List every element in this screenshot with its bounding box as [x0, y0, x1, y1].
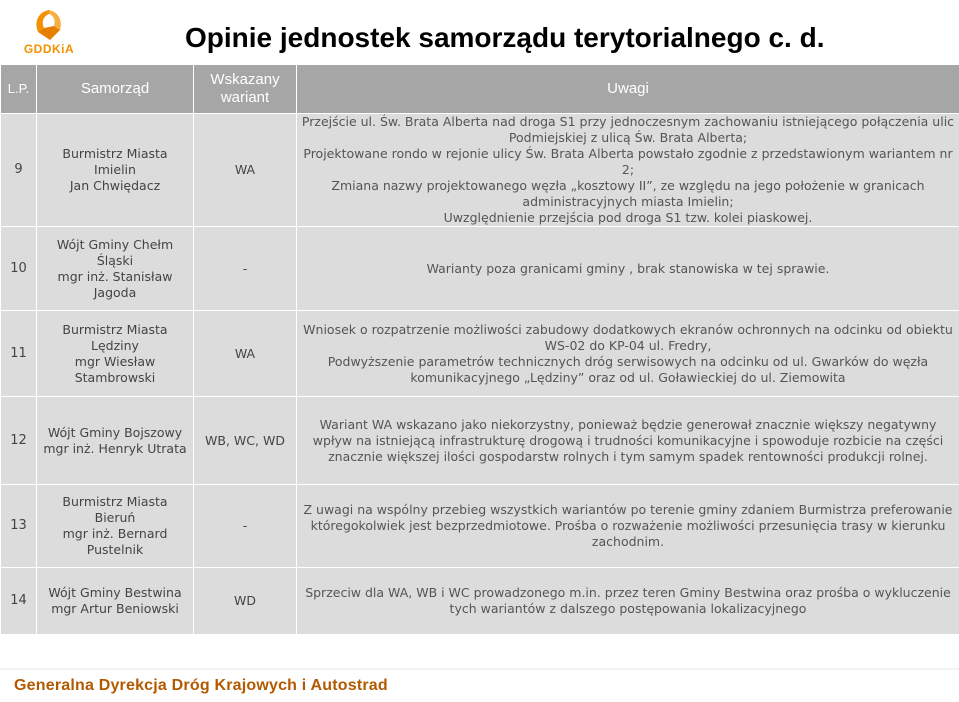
uwagi-line: Podwyższenie parametrów technicznych dróg serwisowych na odcinku od ul. Gwarków do węzła komunikacyjnego „Lędziny” oraz od ul. Goławieckiej do ul. Ziemowita [327, 353, 929, 385]
row-uwagi [297, 485, 959, 568]
row-uwagi [297, 114, 959, 227]
row-wariant: - [194, 485, 297, 568]
samorzad-line: Wójt Gminy Bestwina [48, 585, 182, 600]
uwagi-line: Wariant WA wskazano jako niekorzystny, ponieważ będzie generował znacznie większy negatywny wpływ na istniejącą infrastrukturę drogową i trudności komunikacyjne i spowoduje rozbicie na części znacznie większej ilości gospodarstw rolnych i tym samym spadek rentowności produkcji rolnej. [312, 416, 944, 464]
header-lp: L.P. [1, 65, 37, 114]
row-lp: 9 [1, 114, 37, 227]
uwagi-line: Z uwagi na wspólny przebieg wszystkich wariantów po terenie gminy zdaniem Burmistrza preferowanie któregokolwiek jest bezprzedmiotowe. Prośba o rozważenie możliwości przesunięcia trasy w kierunku zachodnim. [303, 502, 953, 549]
samorzad-line: Wójt Gminy Bojszowy [47, 424, 183, 440]
samorzad-line: Burmistrz Miasta [62, 494, 168, 509]
uwagi-line: Projektowane rondo w rejonie ulicy Św. Brata Alberta powstało zgodnie z przedstawionym wariantem nr 2; [303, 146, 953, 177]
uwagi-line: Sprzeciw dla WA, WB i WC prowadzonego m.in. przez teren Gminy Bestwina oraz prośba o wykluczenie tych wariantów z dalszego postępowania lokalizacyjnego [305, 585, 951, 616]
table-row [1, 485, 959, 568]
samorzad-line: mgr inż. Bernard [62, 526, 168, 541]
row-wariant: WA [194, 311, 297, 397]
samorzad-line: Burmistrz Miasta Lędziny [62, 321, 168, 353]
row-wariant: WA [194, 114, 297, 227]
table-row [1, 397, 959, 485]
row-samorzad [37, 568, 194, 635]
uwagi-line: Przejście ul. Św. Brata Alberta nad droga S1 przy jednoczesnym zachowaniu istniejącego połączenia ulic Podmiejskiej z ulicą Św. Brata Alberta; [301, 114, 955, 145]
table-row [1, 227, 959, 311]
samorzad-line: mgr inż. Henryk Utrata [43, 440, 187, 456]
row-lp: 14 [1, 568, 37, 635]
gddkia-logo [14, 8, 84, 56]
row-wariant: WD [194, 568, 297, 635]
samorzad-line: Imielin [94, 162, 136, 177]
uwagi-line: Wniosek o rozpatrzenie możliwości zabudowy dodatkowych ekranów ochronnych na odcinku od obiektu WS-02 do KP-04 ul. Fredry, [303, 321, 953, 353]
row-lp: 11 [1, 311, 37, 397]
opinions-table [0, 64, 959, 635]
row-samorzad [37, 311, 194, 397]
header-samorzad: Samorząd [37, 65, 194, 114]
row-uwagi [297, 227, 959, 311]
samorzad-line: mgr Wiesław Stambrowski [74, 353, 156, 385]
row-lp: 13 [1, 485, 37, 568]
samorzad-line: Pustelnik [86, 542, 144, 557]
samorzad-line: mgr inż. Stanisław Jagoda [57, 268, 173, 300]
row-wariant: WB, WC, WD [194, 397, 297, 485]
row-uwagi [297, 397, 959, 485]
samorzad-line: Jan Chwiędacz [69, 178, 161, 193]
header-wariant: Wskazany wariant [194, 65, 297, 114]
row-lp: 12 [1, 397, 37, 485]
row-samorzad [37, 397, 194, 485]
uwagi-line: Uwzględnienie przejścia pod droga S1 tzw. kolei piaskowej. [443, 210, 813, 225]
row-uwagi [297, 311, 959, 397]
table-header-row [1, 65, 959, 114]
header-uwagi: Uwagi [297, 65, 959, 114]
table-row [1, 311, 959, 397]
row-samorzad [37, 227, 194, 311]
row-samorzad [37, 485, 194, 568]
uwagi-line: Warianty poza granicami gminy , brak stanowiska w tej sprawie. [426, 260, 830, 276]
road-logo-icon [30, 8, 68, 42]
logo-text: GDDKiA [23, 42, 75, 56]
table-row [1, 568, 959, 635]
footer-divider [0, 668, 959, 670]
row-wariant: - [194, 227, 297, 311]
page-title: Opinie jednostek samorządu terytorialnego c. d. [185, 22, 825, 53]
row-uwagi [297, 568, 959, 635]
table-row [1, 114, 959, 227]
footer-text: Generalna Dyrekcja Dróg Krajowych i Autostrad [14, 677, 388, 694]
row-lp: 10 [1, 227, 37, 311]
uwagi-line: Zmiana nazwy projektowanego węzła „kosztowy II”, ze względu na jego położenie w granicach administracyjnych miasta Imielin; [331, 178, 925, 209]
row-samorzad [37, 114, 194, 227]
samorzad-line: mgr Artur Beniowski [51, 601, 179, 616]
samorzad-line: Burmistrz Miasta [62, 146, 168, 161]
samorzad-line: Bieruń [94, 510, 136, 525]
samorzad-line: Wójt Gminy Chełm Śląski [56, 236, 174, 268]
